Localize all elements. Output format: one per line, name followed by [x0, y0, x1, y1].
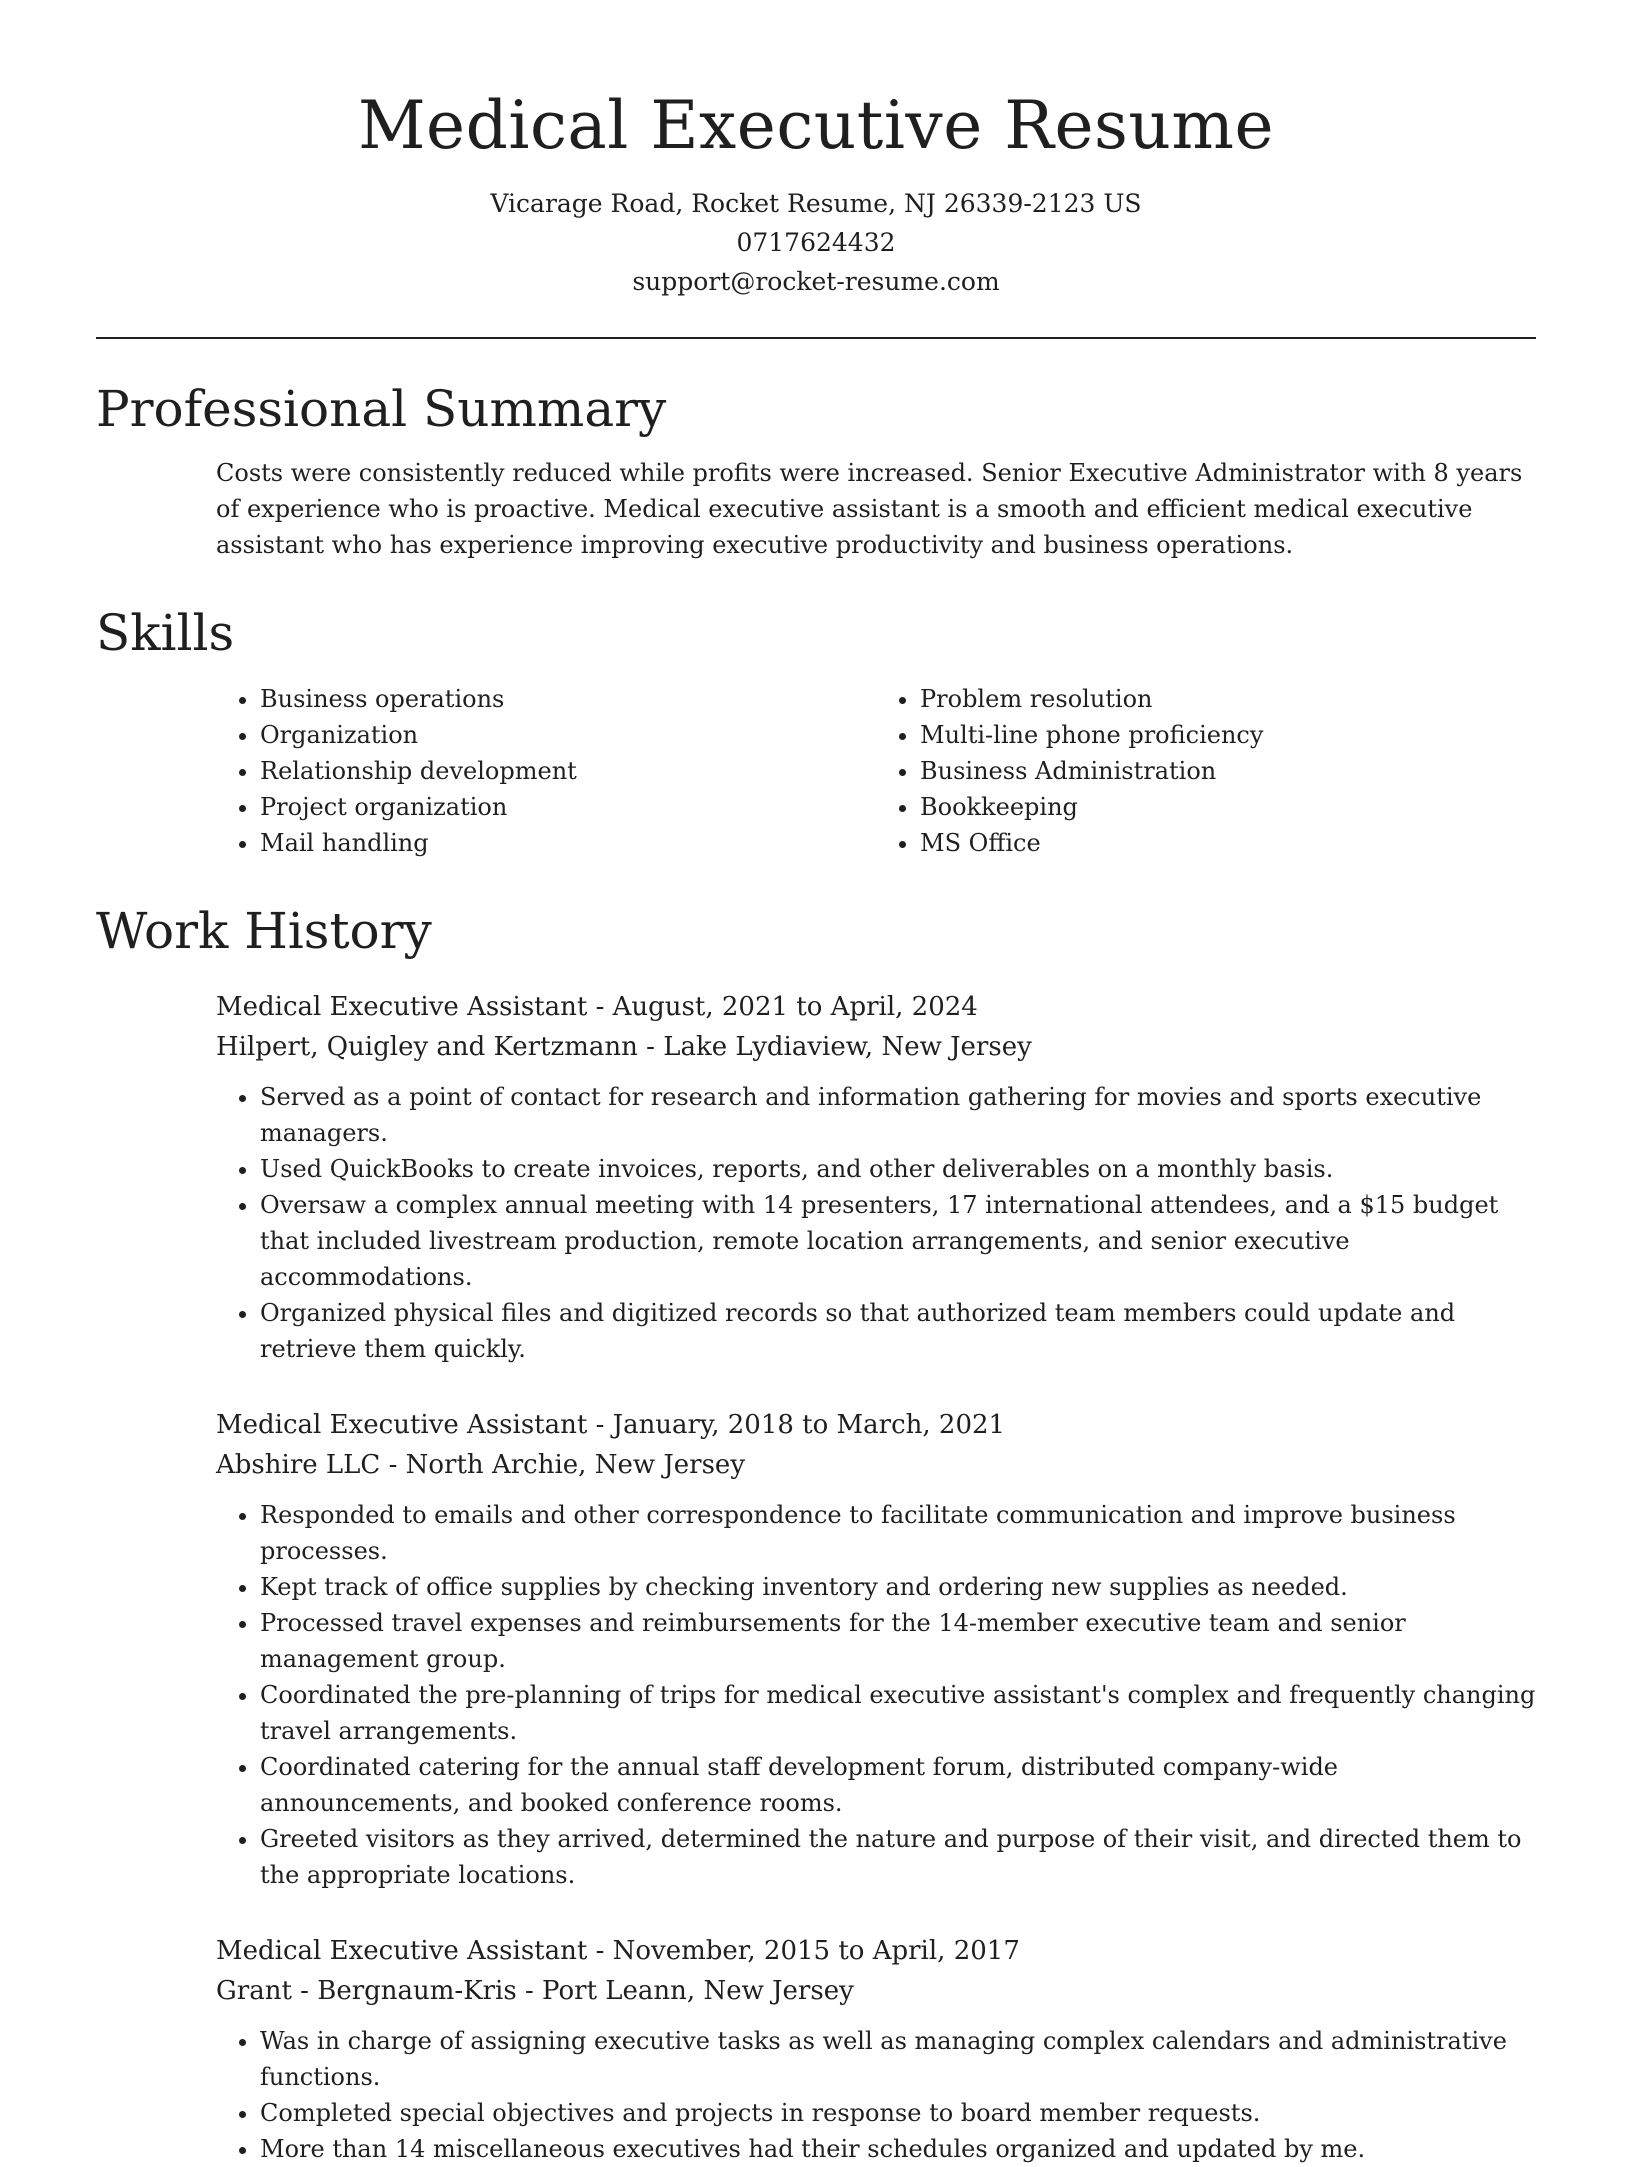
contact-email: support@rocket-resume.com: [632, 267, 1000, 296]
job-location: North Archie, New Jersey: [405, 1450, 746, 1480]
skill-item: • Multi-line phone proficiency: [920, 717, 1536, 753]
job-position: Medical Executive Assistant: [216, 1410, 588, 1440]
job-bullet: • Served as a point of contact for research and information gathering for movies and sports executive managers.: [260, 1079, 1536, 1151]
job-entry: [216, 987, 1536, 1367]
skill-item: • Project organization: [260, 789, 876, 825]
skill-item: • MS Office: [920, 825, 1536, 861]
job-bullet: • Kept track of office supplies by checking inventory and ordering new supplies as needed.: [260, 1569, 1536, 1605]
header-divider: [96, 337, 1536, 339]
job-entry: [216, 1405, 1536, 1893]
job-entry: [216, 1931, 1536, 2167]
skill-item: • Mail handling: [260, 825, 876, 861]
job-bullet: • Organized physical files and digitized records so that authorized team members could update and retrieve them quickly.: [260, 1295, 1536, 1367]
skills-heading: Skills: [96, 604, 235, 662]
job-bullet: • Completed special objectives and projects in response to board member requests.: [260, 2095, 1536, 2131]
job-bullets: [216, 1079, 1536, 1367]
skills-column-left: [216, 681, 876, 861]
work-history-heading: Work History: [96, 902, 432, 960]
job-bullet: • More than 14 miscellaneous executives had their schedules organized and updated by me.: [260, 2131, 1536, 2167]
job-bullet: • Greeted visitors as they arrived, determined the nature and purpose of their visit, and directed them to the appropriate locations.: [260, 1821, 1536, 1893]
contact-address: Vicarage Road, Rocket Resume, NJ 26339-2123 US: [490, 189, 1142, 218]
contact-block: [0, 184, 1632, 301]
contact-phone: 0717624432: [736, 228, 896, 257]
job-bullets: [216, 2023, 1536, 2167]
skill-item: • Organization: [260, 717, 876, 753]
job-position: Medical Executive Assistant: [216, 992, 588, 1022]
job-company-line: Grant - Bergnaum-Kris - Port Leann, New Jersey: [216, 1976, 854, 2006]
job-company: Hilpert, Quigley and Kertzmann: [216, 1032, 638, 1062]
job-bullet: • Coordinated the pre-planning of trips for medical executive assistant's complex and frequently changing travel arrangements.: [260, 1677, 1536, 1749]
job-title-line: Medical Executive Assistant - November, 2015 to April, 2017: [216, 1936, 1020, 1966]
job-bullets: [216, 1497, 1536, 1893]
skills-column-right: [876, 681, 1536, 861]
job-title-line: Medical Executive Assistant - August, 2021 to April, 2024: [216, 992, 978, 1022]
job-location: Port Leann, New Jersey: [542, 1976, 854, 2006]
job-bullet: • Responded to emails and other correspondence to facilitate communication and improve business processes.: [260, 1497, 1536, 1569]
job-bullet: • Was in charge of assigning executive tasks as well as managing complex calendars and administrative functions.: [260, 2023, 1536, 2095]
job-bullet: • Oversaw a complex annual meeting with 14 presenters, 17 international attendees, and a $15 budget that included livestream production, remote location arrangements, and senior executive accommodations.: [260, 1187, 1536, 1295]
job-bullet: • Used QuickBooks to create invoices, reports, and other deliverables on a monthly basis.: [260, 1151, 1536, 1187]
resume-header: [0, 0, 1632, 301]
job-company: Abshire LLC: [216, 1450, 381, 1480]
job-dates: January, 2018 to March, 2021: [612, 1410, 1006, 1440]
job-company: Grant - Bergnaum-Kris: [216, 1976, 517, 2006]
job-dates: August, 2021 to April, 2024: [612, 992, 978, 1022]
summary-text: Costs were consistently reduced while profits were increased. Senior Executive Administrator with 8 years of experience who is proactive. Medical executive assistant is a smooth and efficient medical executive assistant who has experience improving executive productivity and business operations.: [216, 459, 1523, 559]
job-dates: November, 2015 to April, 2017: [612, 1936, 1020, 1966]
skills-list: [216, 681, 1536, 861]
job-bullet: • Processed travel expenses and reimbursements for the 14-member executive team and senior management group.: [260, 1605, 1536, 1677]
skill-item: • Business Administration: [920, 753, 1536, 789]
skill-item: • Business operations: [260, 681, 876, 717]
skill-item: • Problem resolution: [920, 681, 1536, 717]
job-position: Medical Executive Assistant: [216, 1936, 588, 1966]
skill-item: • Relationship development: [260, 753, 876, 789]
job-company-line: Hilpert, Quigley and Kertzmann - Lake Lydiaview, New Jersey: [216, 1032, 1032, 1062]
job-title-line: Medical Executive Assistant - January, 2018 to March, 2021: [216, 1410, 1006, 1440]
job-location: Lake Lydiaview, New Jersey: [663, 1032, 1032, 1062]
job-bullet: • Coordinated catering for the annual staff development forum, distributed company-wide announcements, and booked conference rooms.: [260, 1749, 1536, 1821]
summary-heading: Professional Summary: [96, 380, 667, 438]
skill-item: • Bookkeeping: [920, 789, 1536, 825]
resume-title: Medical Executive Resume: [357, 87, 1275, 164]
job-company-line: Abshire LLC - North Archie, New Jersey: [216, 1450, 746, 1480]
